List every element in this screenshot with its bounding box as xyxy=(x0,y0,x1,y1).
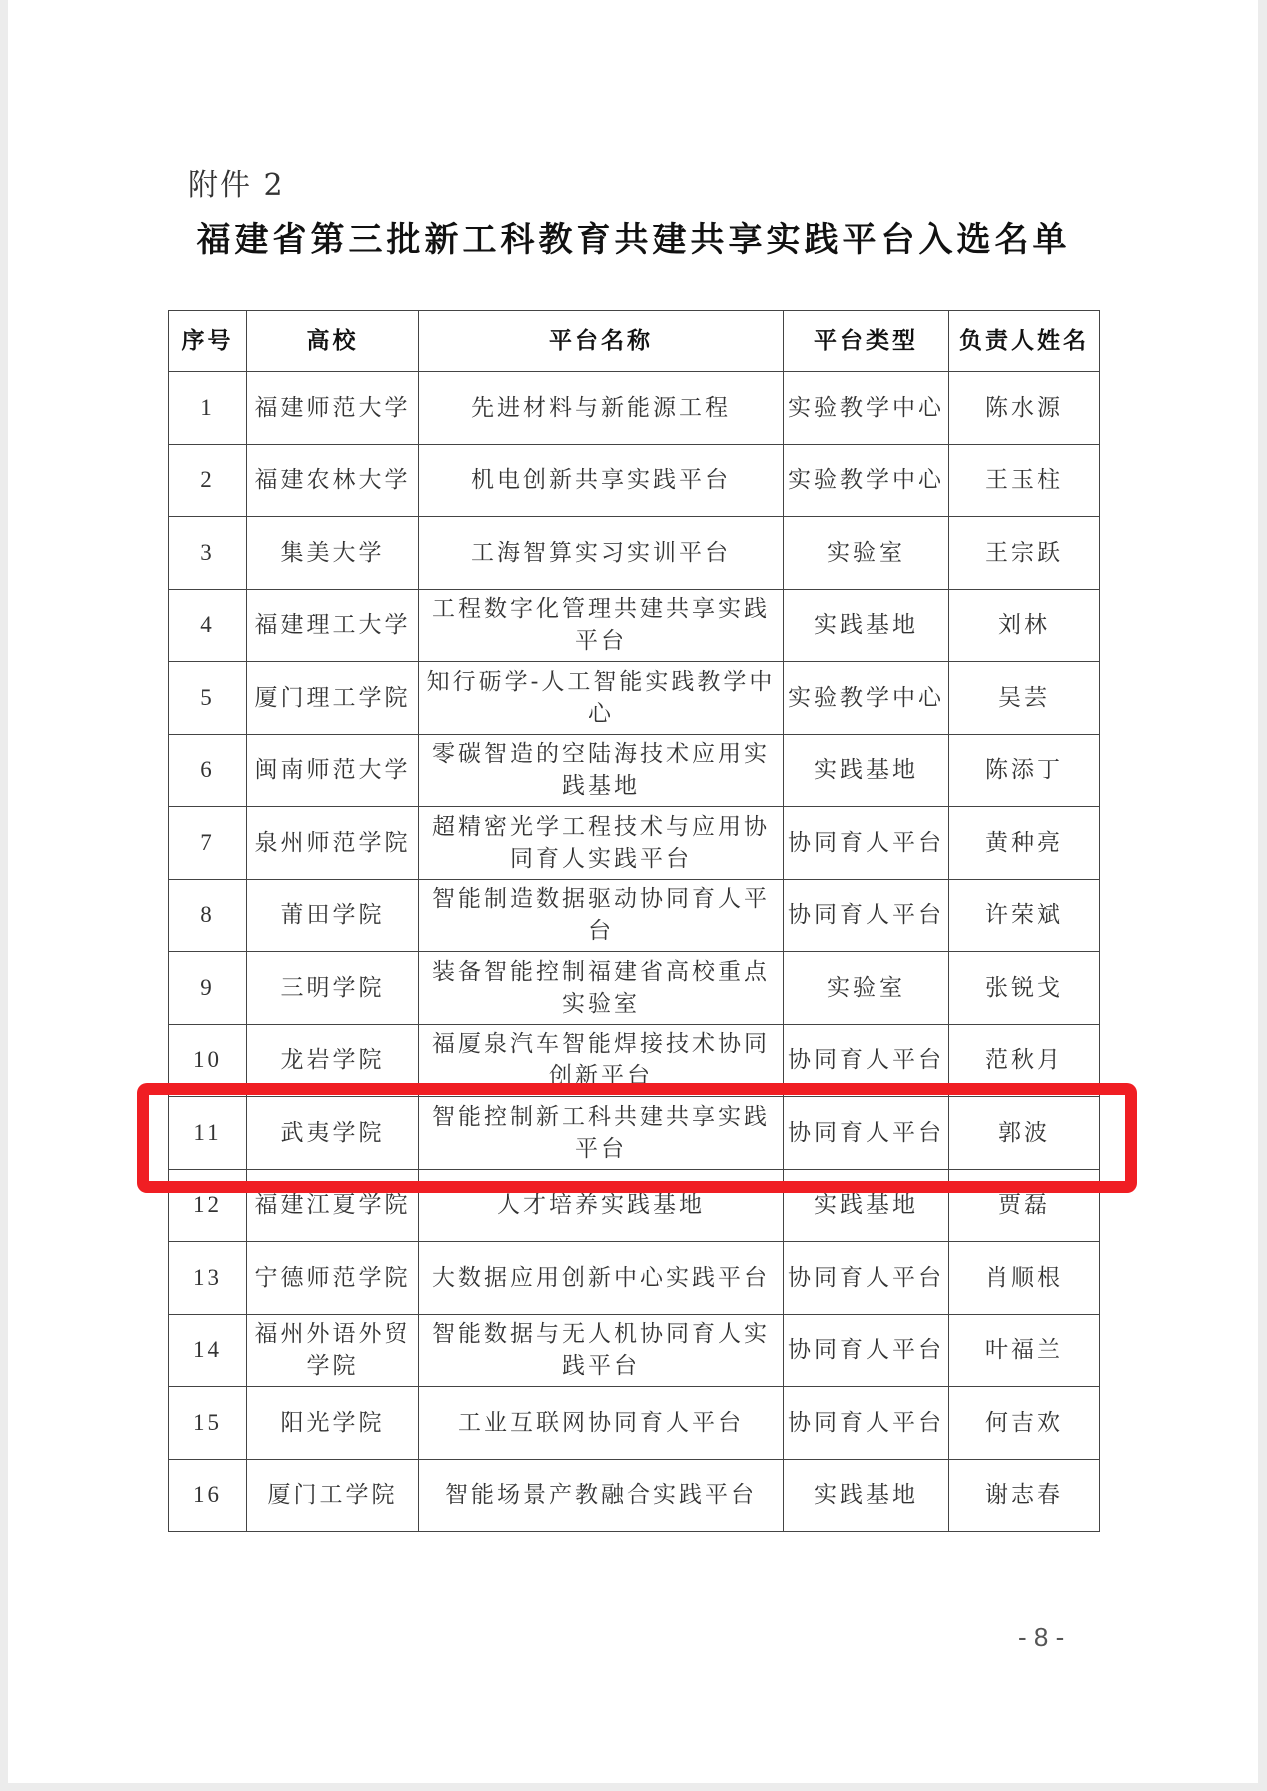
cell-index: 7 xyxy=(169,807,247,880)
table-row xyxy=(169,444,1100,517)
cell-platform-name: 先进材料与新能源工程 xyxy=(419,372,784,445)
table-header-row xyxy=(169,311,1100,372)
cell-leader-name: 陈添丁 xyxy=(949,734,1100,807)
cell-university: 福建师范大学 xyxy=(247,372,419,445)
cell-university: 莆田学院 xyxy=(247,879,419,952)
cell-university: 福州外语外贸学院 xyxy=(247,1314,419,1387)
cell-platform-name: 工业互联网协同育人平台 xyxy=(419,1387,784,1460)
cell-index: 11 xyxy=(169,1097,247,1170)
cell-leader-name: 陈水源 xyxy=(949,372,1100,445)
cell-leader-name: 贾磊 xyxy=(949,1169,1100,1242)
cell-platform-type: 协同育人平台 xyxy=(784,807,949,880)
cell-platform-name: 智能场景产教融合实践平台 xyxy=(419,1459,784,1532)
table-row xyxy=(169,662,1100,735)
cell-university: 龙岩学院 xyxy=(247,1024,419,1097)
cell-platform-type: 实践基地 xyxy=(784,1459,949,1532)
cell-index: 5 xyxy=(169,662,247,735)
cell-index: 16 xyxy=(169,1459,247,1532)
cell-university: 集美大学 xyxy=(247,517,419,590)
cell-platform-type: 实践基地 xyxy=(784,1169,949,1242)
table-row xyxy=(169,589,1100,662)
cell-platform-name: 大数据应用创新中心实践平台 xyxy=(419,1242,784,1315)
cell-index: 12 xyxy=(169,1169,247,1242)
cell-leader-name: 王玉柱 xyxy=(949,444,1100,517)
header-platform-name: 平台名称 xyxy=(419,311,784,372)
cell-platform-name: 智能制造数据驱动协同育人平台 xyxy=(419,879,784,952)
cell-index: 10 xyxy=(169,1024,247,1097)
cell-platform-type: 实验教学中心 xyxy=(784,372,949,445)
cell-university: 厦门工学院 xyxy=(247,1459,419,1532)
cell-leader-name: 何吉欢 xyxy=(949,1387,1100,1460)
cell-platform-name: 工海智算实习实训平台 xyxy=(419,517,784,590)
cell-index: 3 xyxy=(169,517,247,590)
cell-platform-type: 协同育人平台 xyxy=(784,879,949,952)
cell-university: 三明学院 xyxy=(247,952,419,1025)
cell-platform-type: 协同育人平台 xyxy=(784,1242,949,1315)
cell-index: 8 xyxy=(169,879,247,952)
header-leader-name: 负责人姓名 xyxy=(949,311,1100,372)
cell-index: 13 xyxy=(169,1242,247,1315)
cell-leader-name: 范秋月 xyxy=(949,1024,1100,1097)
cell-index: 15 xyxy=(169,1387,247,1460)
selection-list-table xyxy=(168,310,1100,1532)
cell-platform-name: 机电创新共享实践平台 xyxy=(419,444,784,517)
table-row xyxy=(169,1459,1100,1532)
cell-university: 福建江夏学院 xyxy=(247,1169,419,1242)
cell-university: 厦门理工学院 xyxy=(247,662,419,735)
page-number: - 8 - xyxy=(1018,1622,1065,1652)
cell-leader-name: 叶福兰 xyxy=(949,1314,1100,1387)
header-platform-type: 平台类型 xyxy=(784,311,949,372)
cell-platform-name: 工程数字化管理共建共享实践平台 xyxy=(419,589,784,662)
cell-university: 福建农林大学 xyxy=(247,444,419,517)
cell-university: 泉州师范学院 xyxy=(247,807,419,880)
cell-index: 4 xyxy=(169,589,247,662)
cell-index: 14 xyxy=(169,1314,247,1387)
cell-leader-name: 吴芸 xyxy=(949,662,1100,735)
cell-index: 1 xyxy=(169,372,247,445)
attachment-label: 附件 2 xyxy=(188,168,285,203)
cell-index: 6 xyxy=(169,734,247,807)
cell-university: 宁德师范学院 xyxy=(247,1242,419,1315)
cell-leader-name: 黄种亮 xyxy=(949,807,1100,880)
cell-index: 2 xyxy=(169,444,247,517)
table-row xyxy=(169,807,1100,880)
table-row xyxy=(169,952,1100,1025)
cell-leader-name: 郭波 xyxy=(949,1097,1100,1170)
cell-platform-type: 实验室 xyxy=(784,952,949,1025)
table-row xyxy=(169,1387,1100,1460)
header-university: 高校 xyxy=(247,311,419,372)
cell-platform-name: 福厦泉汽车智能焊接技术协同创新平台 xyxy=(419,1024,784,1097)
cell-leader-name: 许荣斌 xyxy=(949,879,1100,952)
cell-platform-type: 协同育人平台 xyxy=(784,1314,949,1387)
highlight-box xyxy=(137,1083,1137,1193)
cell-platform-type: 协同育人平台 xyxy=(784,1097,949,1170)
cell-platform-name: 智能数据与无人机协同育人实践平台 xyxy=(419,1314,784,1387)
cell-platform-name: 零碳智造的空陆海技术应用实践基地 xyxy=(419,734,784,807)
cell-platform-type: 协同育人平台 xyxy=(784,1387,949,1460)
cell-platform-name: 智能控制新工科共建共享实践平台 xyxy=(419,1097,784,1170)
cell-platform-type: 实验教学中心 xyxy=(784,444,949,517)
cell-leader-name: 王宗跃 xyxy=(949,517,1100,590)
table-row xyxy=(169,372,1100,445)
table-row xyxy=(169,1242,1100,1315)
cell-leader-name: 谢志春 xyxy=(949,1459,1100,1532)
table-row xyxy=(169,879,1100,952)
cell-platform-name: 人才培养实践基地 xyxy=(419,1169,784,1242)
cell-university: 阳光学院 xyxy=(247,1387,419,1460)
table-row xyxy=(169,517,1100,590)
cell-platform-type: 实验教学中心 xyxy=(784,662,949,735)
cell-leader-name: 刘林 xyxy=(949,589,1100,662)
cell-university: 闽南师范大学 xyxy=(247,734,419,807)
cell-university: 福建理工大学 xyxy=(247,589,419,662)
table-row xyxy=(169,1314,1100,1387)
cell-platform-type: 实践基地 xyxy=(784,734,949,807)
cell-platform-name: 知行砺学-人工智能实践教学中心 xyxy=(419,662,784,735)
header-index: 序号 xyxy=(169,311,247,372)
cell-platform-type: 实践基地 xyxy=(784,589,949,662)
document-title: 福建省第三批新工科教育共建共享实践平台入选名单 xyxy=(196,220,1071,260)
cell-university: 武夷学院 xyxy=(247,1097,419,1170)
table-row xyxy=(169,734,1100,807)
cell-leader-name: 肖顺根 xyxy=(949,1242,1100,1315)
cell-leader-name: 张锐戈 xyxy=(949,952,1100,1025)
cell-platform-name: 装备智能控制福建省高校重点实验室 xyxy=(419,952,784,1025)
cell-platform-name: 超精密光学工程技术与应用协同育人实践平台 xyxy=(419,807,784,880)
cell-platform-type: 协同育人平台 xyxy=(784,1024,949,1097)
cell-platform-type: 实验室 xyxy=(784,517,949,590)
cell-index: 9 xyxy=(169,952,247,1025)
